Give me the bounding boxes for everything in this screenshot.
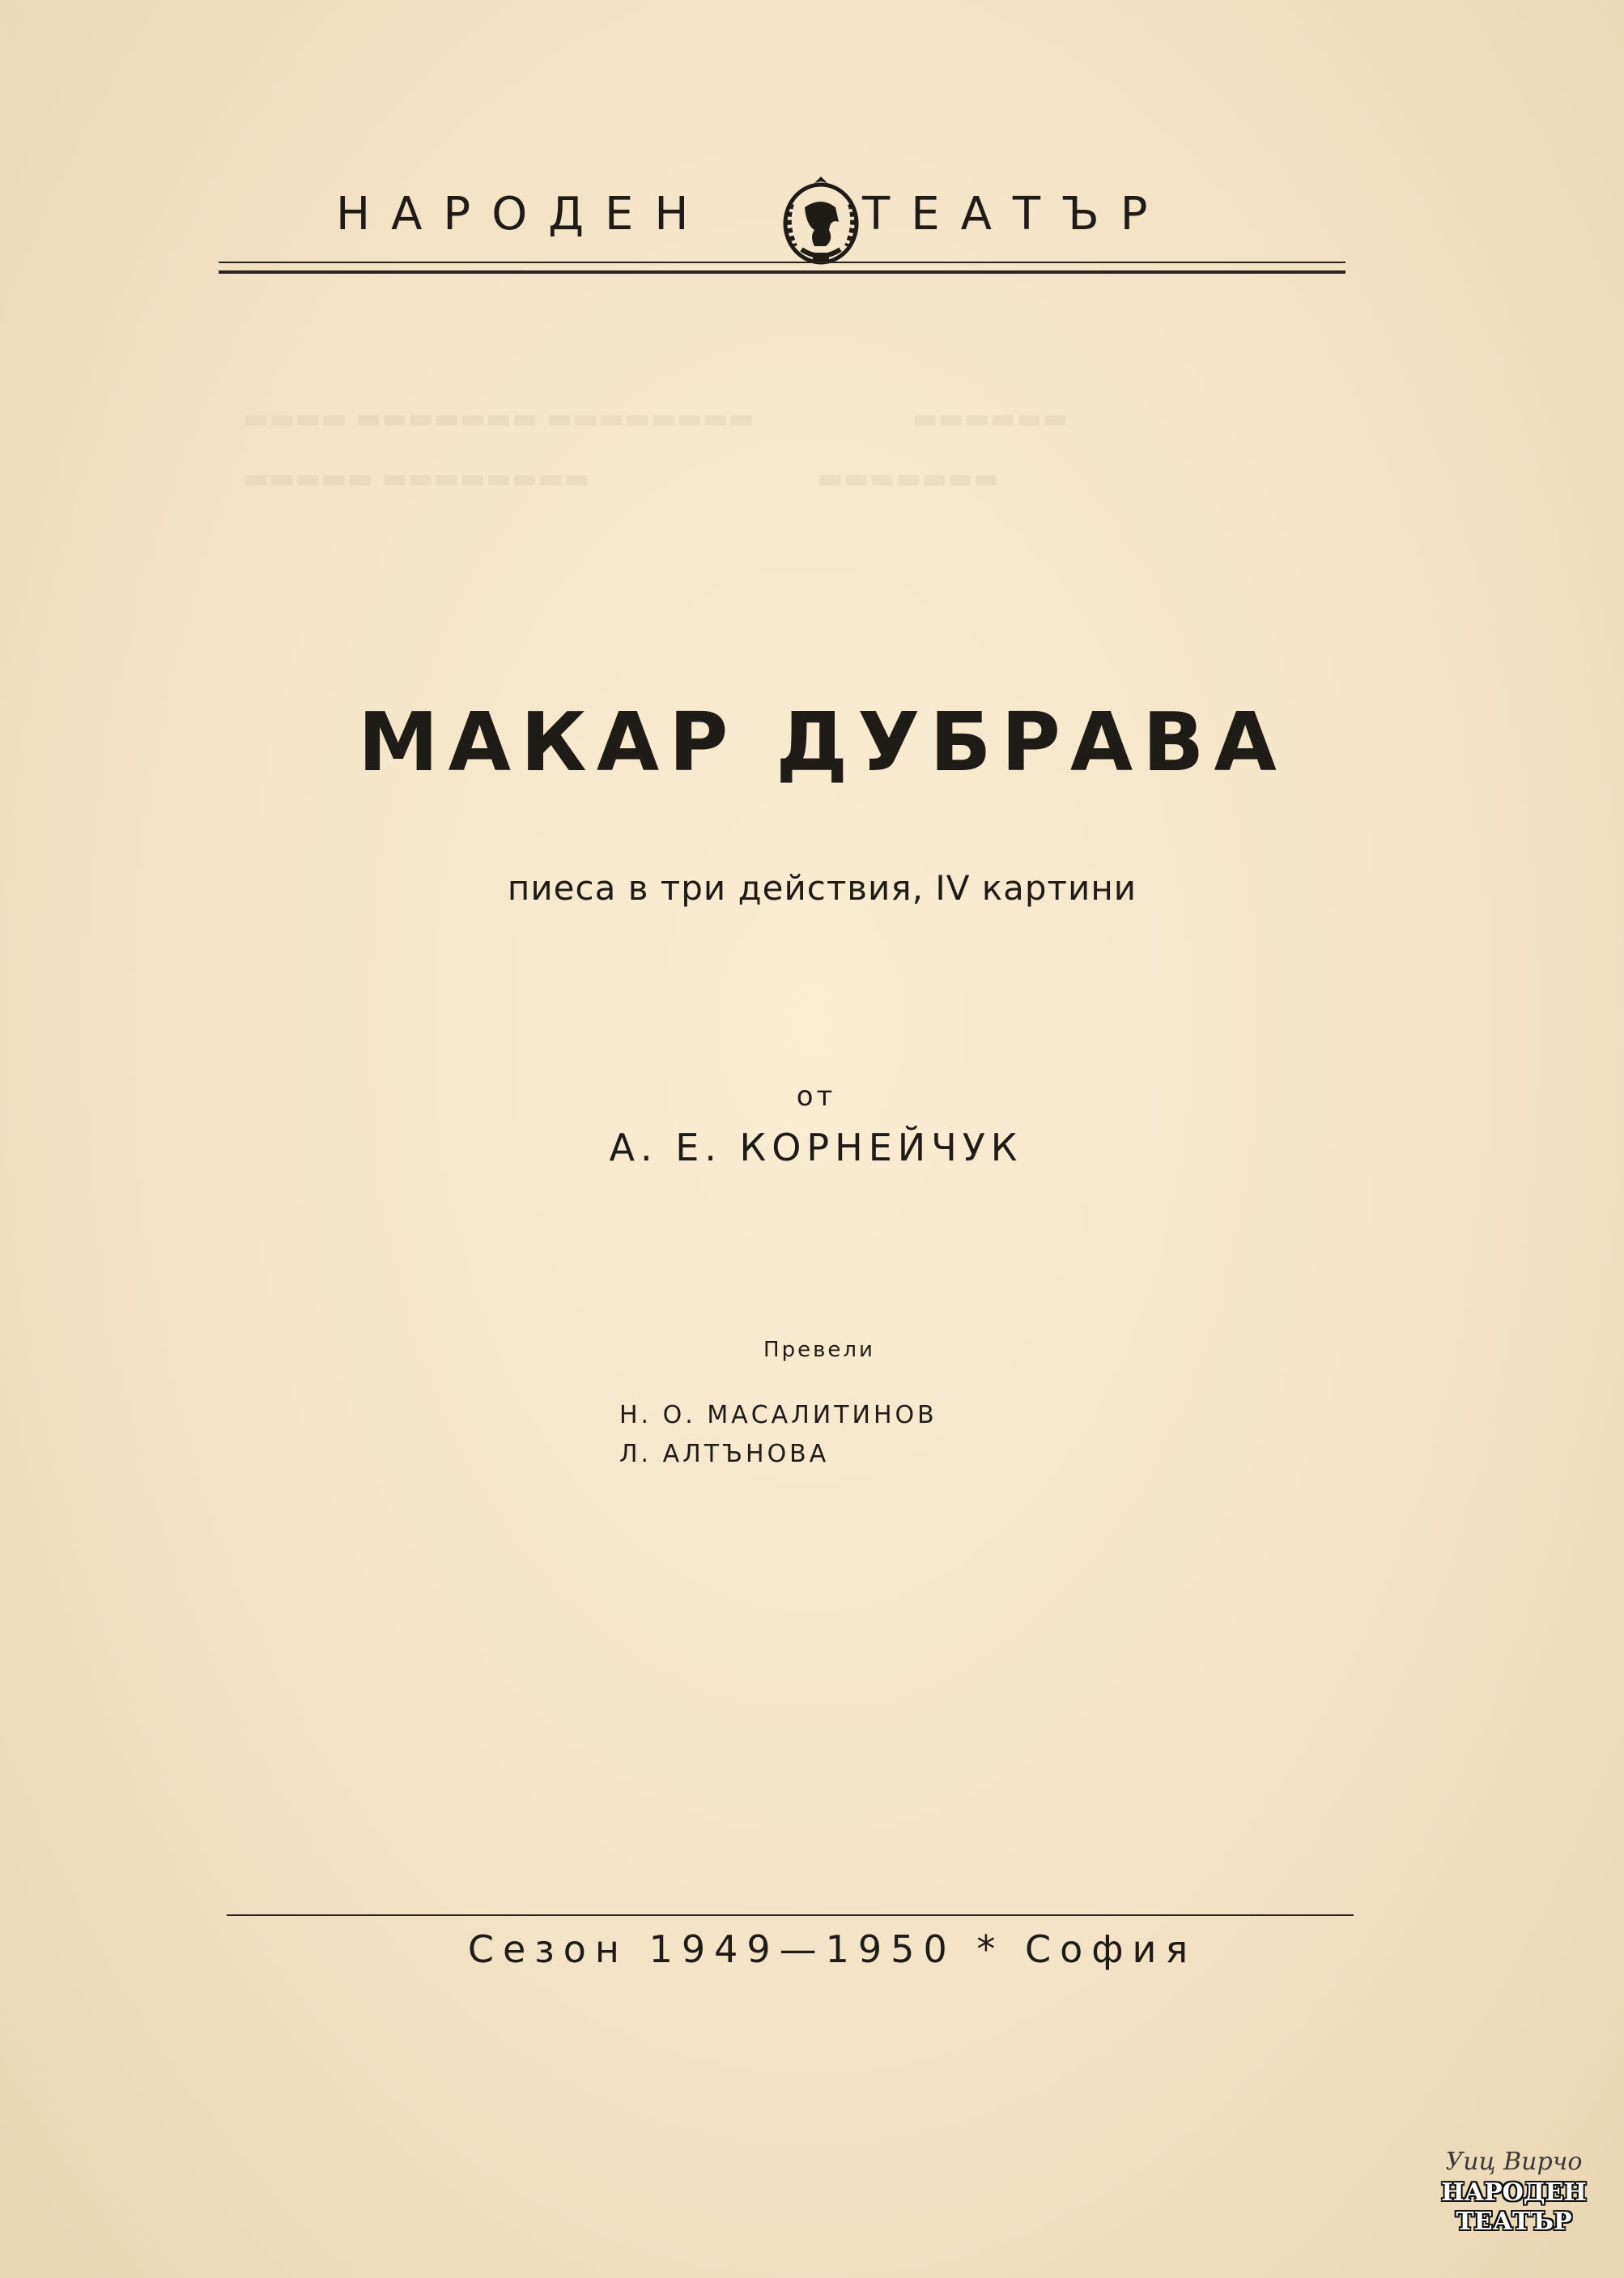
header-word-right: ТЕАТЪР xyxy=(862,188,1169,241)
header-rule-thin xyxy=(219,262,1346,263)
header-word-left: НАРОДЕН xyxy=(336,188,710,241)
header-rule-thick xyxy=(219,270,1346,274)
watermark-signature: Уиц Вирчо xyxy=(1445,2148,1583,2176)
season-footer: Сезон 1949—1950 * София xyxy=(467,1927,1197,1971)
footer-rule xyxy=(227,1914,1354,1916)
watermark-line: ТЕАТЪР xyxy=(1456,2208,1572,2236)
archive-watermark-stamp xyxy=(1433,2146,1595,2251)
theatre-header xyxy=(219,172,1352,261)
author-name: А. Е. КОРНЕЙЧУК xyxy=(609,1126,1023,1169)
translated-by-label: Превели xyxy=(763,1338,875,1362)
show-through-text: ▬▬▬▬ ▬▬▬▬▬▬▬ ▬▬▬▬▬▬▬▬ ▬▬▬▬▬▬ ▬▬▬▬▬ ▬▬▬▬▬▬▬▬ ▬▬▬▬▬▬▬ xyxy=(243,402,1069,495)
author-prefix: от xyxy=(796,1080,836,1113)
watermark-line: НАРОДЕН xyxy=(1441,2178,1587,2207)
translator-name: Н. О. МАСАЛИТИНОВ xyxy=(619,1401,937,1429)
play-title: МАКАР ДУБРАВА xyxy=(358,695,1286,790)
state-coat-of-arms-icon xyxy=(777,172,865,269)
play-subtitle: пиеса в три действия, IV картини xyxy=(507,868,1137,908)
translator-name: Л. АЛТЪНОВА xyxy=(619,1440,830,1468)
